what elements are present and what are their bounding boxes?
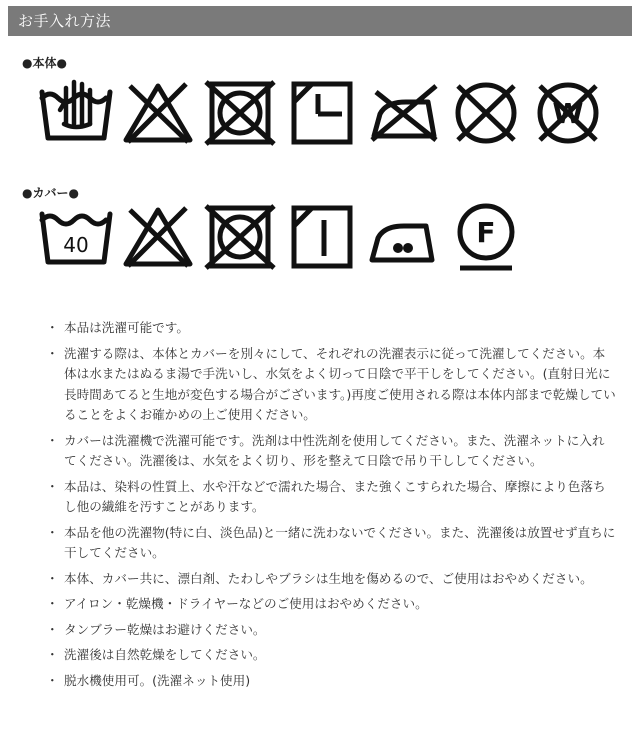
- hand-wash-icon: [38, 78, 114, 148]
- section-header: [8, 6, 632, 36]
- wet-clean-letter: W: [552, 97, 584, 130]
- no-iron-icon: [366, 78, 442, 148]
- wash-temperature: 40: [63, 233, 89, 257]
- list-item: ・ 脱水機使用可。(洗濯ネット使用): [50, 671, 616, 692]
- no-tumble-dry-icon: [202, 202, 278, 272]
- no-bleach-icon: [120, 202, 196, 272]
- care-notes-list: [50, 318, 616, 696]
- machine-wash-40-icon: [38, 202, 114, 272]
- dry-clean-letter: F: [476, 216, 496, 249]
- drip-dry-in-shade-icon: [284, 202, 360, 272]
- section-label-cover: ●カバー●: [22, 186, 79, 200]
- no-tumble-dry-icon: [202, 78, 278, 148]
- no-dry-clean-icon: [448, 78, 524, 148]
- no-bleach-icon: [120, 78, 196, 148]
- section-label-body: ●本体●: [22, 56, 67, 70]
- dry-clean-petroleum-icon: [448, 202, 524, 272]
- list-item: ・ 洗濯する際は、本体とカバーを別々にして、それぞれの洗濯表示に従って洗濯してください。本体は水またはぬるま湯で手洗いし、水気をよく切って日陰で平干しをしてください。(直射日光に長時間あてると生地が変色する場合がございます。)再度ご使用される際は本体内部まで乾燥していることをよくお確かめの上ご使用ください。: [50, 344, 616, 426]
- no-wet-clean-icon: [530, 78, 606, 148]
- list-item: ・ 本品は、染料の性質上、水や汗などで濡れた場合、また強くこすられた場合、摩擦により色落ちし他の繊維を汚すことがあります。: [50, 477, 616, 518]
- low-iron-icon: [366, 202, 442, 272]
- list-item: ・ 本品は洗濯可能です。: [50, 318, 616, 339]
- list-item: ・ 洗濯後は自然乾燥をしてください。: [50, 645, 616, 666]
- list-item: ・ 本品を他の洗濯物(特に白、淡色品)と一緒に洗わないでください。また、洗濯後は放置せず直ちに干してください。: [50, 523, 616, 564]
- flat-dry-in-shade-icon: [284, 78, 360, 148]
- list-item: ・ 本体、カバー共に、漂白剤、たわしやブラシは生地を傷めるので、ご使用はおやめください。: [50, 569, 616, 590]
- header-title: お手入れ方法: [18, 12, 112, 30]
- list-item: ・ アイロン・乾燥機・ドライヤーなどのご使用はおやめください。: [50, 594, 616, 615]
- list-item: ・ タンブラー乾燥はお避けください。: [50, 620, 616, 641]
- list-item: ・ カバーは洗濯機で洗濯可能です。洗剤は中性洗剤を使用してください。また、洗濯ネットに入れてください。洗濯後は、水気をよく切り、形を整えて日陰で吊り干ししてください。: [50, 431, 616, 472]
